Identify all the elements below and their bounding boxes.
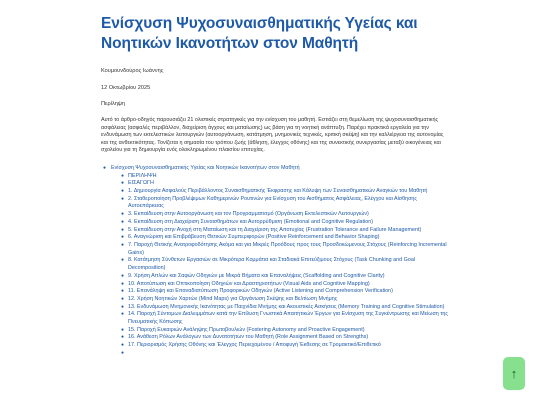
toc-item: [121, 195, 451, 211]
toc-item: [121, 272, 451, 281]
toc-link[interactable]: 4. Εκπαίδευση στη Διαχείριση Συναισθημάτων και Αυτορρύθμιση (Emotional and Cognitive Regulation): [128, 218, 374, 225]
bullet-icon: ●: [121, 349, 125, 356]
bullet-icon: ●: [121, 342, 125, 349]
toc-link[interactable]: 16. Ανάθεση Ρόλων Ανάλογων των Δυνατοτήτων του Μαθητή (Role Assignment Based on Strengths): [128, 334, 369, 341]
toc-link[interactable]: 3. Εκπαίδευση στην Αυτοοργάνωση και τον Προγραμματισμό (Οργάνωση Εκτελεστικών Λειτουργιών): [128, 211, 369, 218]
toc-link[interactable]: 1. Δημιουργία Ασφαλούς Περιβάλλοντος Συναισθηματικής Έκφρασης και Κάλυψη των Συναισθηματικών Αναγκών του Μαθητή: [128, 188, 428, 195]
bullet-icon: ●: [121, 295, 125, 302]
toc-item: [121, 242, 451, 257]
toc-root-item: [101, 164, 451, 356]
bullet-icon: ●: [121, 280, 125, 287]
toc-link[interactable]: 8. Κατάτμηση Σύνθετων Εργασιών σε Μικρότερα Κομμάτια και Σταδιακά Επιτεύξιμους Στόχους (Task Chunking and Goal Decomposition): [128, 257, 416, 272]
toc-item: [121, 257, 451, 272]
toc-item: [121, 188, 451, 196]
toc-link[interactable]: 2. Σταθεροποίηση Προβλέψιμων Καθημερινών Ρουτινών για Ενίσχυση του Αισθήματος Ασφάλειας, Ελέγχου και Αίσθησης Αυτοεπάρκειας: [128, 195, 418, 210]
toc-item: [121, 180, 451, 188]
toc-link[interactable]: 11. Επανάληψη και Επαναδιατύπωση Προφορικών Οδηγιών (Active Listening and Comprehension Verification): [128, 288, 393, 295]
toc-item: [121, 211, 451, 219]
toc-item: [121, 334, 451, 342]
bullet-icon: ●: [103, 164, 107, 171]
toc-root-link[interactable]: Ενίσχυση Ψυχοσυναισθηματικής Υγείας και Νοητικών Ικανοτήτων στον Μαθητή: [111, 164, 300, 171]
toc-link[interactable]: 13. Ενδυνάμωση Μνημονικής Ικανότητας με Παιχνίδια Μνήμης και Ακουστικές Ασκήσεις (Memory Training and Cognitive Stimulation): [128, 303, 445, 310]
toc-item: [121, 218, 451, 227]
bullet-icon: ●: [121, 334, 125, 341]
article: [101, 14, 451, 356]
toc-link[interactable]: 9. Χρήση Απλών και Σαφών Οδηγιών με Μικρά Βήματα και Επαναλήψεις (Scaffolding and Cognitive Clarity): [128, 272, 385, 279]
bullet-icon: ●: [121, 195, 125, 202]
author: Κουμουνδούρος Ιωάννης: [101, 68, 164, 74]
toc-link[interactable]: 10. Αποτύπωση και Οπτικοποίηση Οδηγιών και Δραστηριοτήτων (Visual Aids and Cognitive Mapping): [128, 280, 370, 287]
bullet-icon: ●: [121, 288, 125, 295]
toc-item: [121, 295, 451, 304]
bullet-icon: ●: [121, 180, 125, 187]
page-title: Ενίσχυση Ψυχοσυναισθηματικής Υγείας και Νοητικών Ικανοτήτων στον Μαθητή: [101, 15, 418, 52]
toc-link[interactable]: 6. Αναγνώριση και Επιβράβευση Θετικών Συμπεριφορών (Positive Reinforcement and Behavior Shaping): [128, 234, 380, 241]
toc-item: [121, 172, 451, 181]
bullet-icon: ●: [121, 172, 125, 179]
bullet-icon: ●: [121, 303, 125, 310]
abstract-text: Αυτό το άρθρο-οδηγός παρουσιάζει 21 ολιστικές στρατηγικές για την ενίσχυση του μαθητή. Εστιάζει στη θεμελίωση της ψυχοσυναισθηματικής ασφάλειας (ασφαλές περιβάλλον, διαχείριση άγχους και ματαίωσης) ως βάση για τη νοητική ανάπτυξη. Παρέχει πρακτικά εργαλεία για την ενδυνάμωση των εκτελεστικών λειτουργιών (αυτοοργάνωση, κατάτμηση, μνημονικές τεχνικές, κριτική σκέψη) και την καλλιέργεια της αυτονομίας και της ανθεκτικότητας. Τονίζεται η σημασία του τρόπου ζωής (άθληση, έλεγχος οθόνης) και της συνεκτικής συνεργασίας μεταξύ οικογένειας και σχολείου για τη δημιουργία ενός ολοκληρωμένου πλαισίου επιτυχίας.: [101, 117, 444, 154]
toc-item: [121, 288, 451, 296]
bullet-icon: ●: [121, 242, 125, 248]
toc-sublist: [111, 172, 451, 356]
table-of-contents: [101, 164, 451, 356]
bullet-icon: ●: [121, 326, 125, 333]
bullet-icon: ●: [121, 272, 125, 279]
toc-item: [121, 342, 451, 350]
toc-link[interactable]: 5. Εκπαίδευση στην Ανοχή στη Ματαίωση και τη Διαχείριση της Αποτυχίας (Frustration Tolerance and Failure Management): [128, 226, 422, 233]
toc-link[interactable]: 12. Χρήση Νοητικών Χαρτών (Mind Maps) για Οργάνωση Σκέψης και Βελτίωση Μνήμης: [128, 295, 338, 302]
arrow-up-icon: ↑: [510, 366, 518, 381]
bullet-icon: ●: [121, 311, 125, 318]
bullet-icon: ●: [121, 226, 125, 233]
bullet-icon: ●: [121, 257, 125, 264]
bullet-icon: ●: [121, 218, 125, 225]
toc-link[interactable]: 17. Περιορισμός Χρήσης Οθόνης και Έλεγχος Περιεχομένου / Αποφυγή Έκθεσης σε Τρομακτικό/Επιθετικό: [128, 342, 381, 349]
toc-item: [121, 234, 451, 242]
toc-item: [121, 311, 451, 326]
bullet-icon: ●: [121, 188, 125, 195]
toc-link[interactable]: 7. Παροχή Θετικής Ανατροφοδότησης Ακόμα και για Μικρές Προόδους προς τους Προσδοκώμενους Στόχους (Reinforcing Incremental Gains): [128, 242, 447, 256]
toc-link[interactable]: 15. Παροχή Ευκαιριών Ανάληψης Πρωτοβουλιών (Fostering Autonomy and Proactive Engagement): [128, 326, 365, 333]
toc-link[interactable]: ΕΙΣΑΓΩΓΗ: [128, 180, 154, 187]
scroll-to-top-button[interactable]: [503, 357, 525, 390]
publication-date: 12 Οκτωβρίου 2025: [101, 85, 151, 91]
toc-link[interactable]: ΠΕΡΙΛΗΨΗ: [128, 172, 157, 179]
bullet-icon: ●: [121, 234, 125, 241]
bullet-icon: ●: [121, 211, 125, 218]
abstract-heading: Περίληψη: [101, 101, 125, 107]
toc-link[interactable]: 14. Παροχή Σύντομων Διαλειμμάτων κατά την Επίλυση Γνωστικά Απαιτητικών Έργων για Ενίσχυση της Συγκέντρωσης και Μείωση της Πνευματικής Κόπωσης: [128, 311, 448, 326]
